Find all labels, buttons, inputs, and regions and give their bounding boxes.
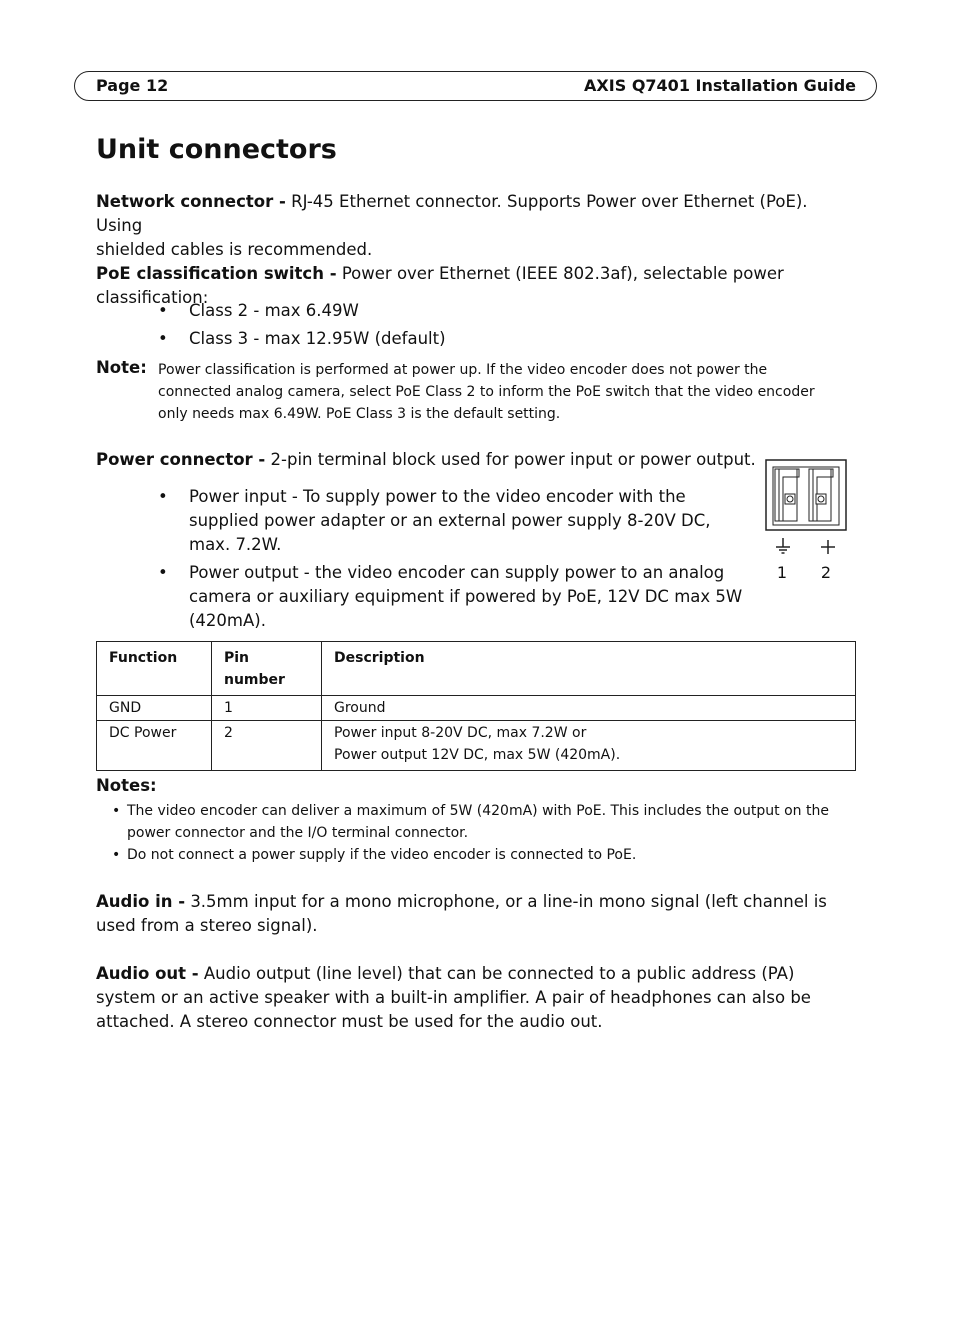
network-connector-paragraph: [96, 190, 856, 262]
list-item: • Class 2 - max 6.49W: [158, 299, 758, 323]
page-header: [74, 71, 877, 101]
power-connector-label: Power connector -: [96, 450, 266, 469]
plus-icon: [821, 540, 835, 554]
list-item: • The video encoder can deliver a maximum of 5W (420mA) with PoE. This includes the output on the power connector and the I/O terminal connector.: [112, 800, 862, 844]
poe-switch-text: Power over Ethernet (IEEE 802.3af), selectable power classification:: [96, 264, 784, 307]
notes-list: [112, 800, 862, 866]
terminal-block-diagram: [765, 459, 847, 584]
table-row: [97, 721, 856, 771]
table-header: Pin number: [212, 642, 322, 696]
pin-label-1: 1: [776, 563, 788, 582]
network-connector-text-line2: shielded cables is recommended.: [96, 240, 373, 259]
note-text: Power classification is performed at power up. If the video encoder does not power the connected analog camera, select PoE Class 2 to inform the PoE switch that the video encoder only needs max 6.49W. PoE Class 3 is the default setting.: [158, 362, 815, 422]
audio-in-paragraph: [96, 890, 858, 938]
cell-line: Power output 12V DC, max 5W (420mA).: [334, 747, 621, 763]
table-cell: GND: [97, 696, 212, 721]
poe-class-list: [158, 299, 758, 355]
list-item: • Class 3 - max 12.95W (default): [158, 327, 758, 351]
audio-out-text: Audio output (line level) that can be connected to a public address (PA) system or an active speaker with a built-in amplifier. A pair of headphones can also be attached. A stereo connector must be used for the audio out.: [96, 964, 811, 1031]
list-item: • Power input - To supply power to the video encoder with the supplied power adapter or an external power supply 8-20V DC, max. 7.2W.: [158, 485, 748, 557]
table-cell: DC Power: [97, 721, 212, 771]
table-cell: 2: [212, 721, 322, 771]
power-connector-list: [158, 485, 748, 637]
guide-title: AXIS Q7401 Installation Guide: [584, 76, 856, 95]
audio-out-label: Audio out -: [96, 964, 199, 983]
pin-label-2: 2: [820, 563, 832, 582]
page-number: Page 12: [96, 76, 169, 95]
notes-title: Notes:: [96, 776, 157, 795]
cell-line: Power input 8-20V DC, max 7.2W or: [334, 725, 587, 741]
list-item: • Power output - the video encoder can supply power to an analog camera or auxiliary equipment if powered by PoE, 12V DC max 5W (420mA).: [158, 561, 748, 633]
power-connector-text: 2-pin terminal block used for power input or power output.: [270, 450, 756, 469]
audio-in-label: Audio in -: [96, 892, 186, 911]
power-pin-table: [96, 641, 856, 771]
page-title: Unit connectors: [96, 134, 337, 165]
network-connector-label: Network connector -: [96, 192, 286, 211]
note-label: Note:: [96, 358, 147, 377]
power-connector-paragraph: [96, 448, 756, 472]
ground-icon: [776, 538, 790, 553]
poe-switch-label: PoE classification switch -: [96, 264, 337, 283]
audio-in-text: 3.5mm input for a mono microphone, or a line-in mono signal (left channel is used from a stereo signal).: [96, 892, 827, 935]
table-cell: [322, 721, 856, 771]
audio-out-paragraph: [96, 962, 858, 1034]
list-item: • Do not connect a power supply if the video encoder is connected to PoE.: [112, 844, 862, 866]
table-cell: Ground: [322, 696, 856, 721]
table-header-row: [97, 642, 856, 696]
table-header: Function: [97, 642, 212, 696]
network-connector-text-line1: RJ-45 Ethernet connector. Supports Power over Ethernet (PoE). Using: [96, 192, 808, 235]
table-row: [97, 696, 856, 721]
table-cell: 1: [212, 696, 322, 721]
table-header: Description: [322, 642, 856, 696]
